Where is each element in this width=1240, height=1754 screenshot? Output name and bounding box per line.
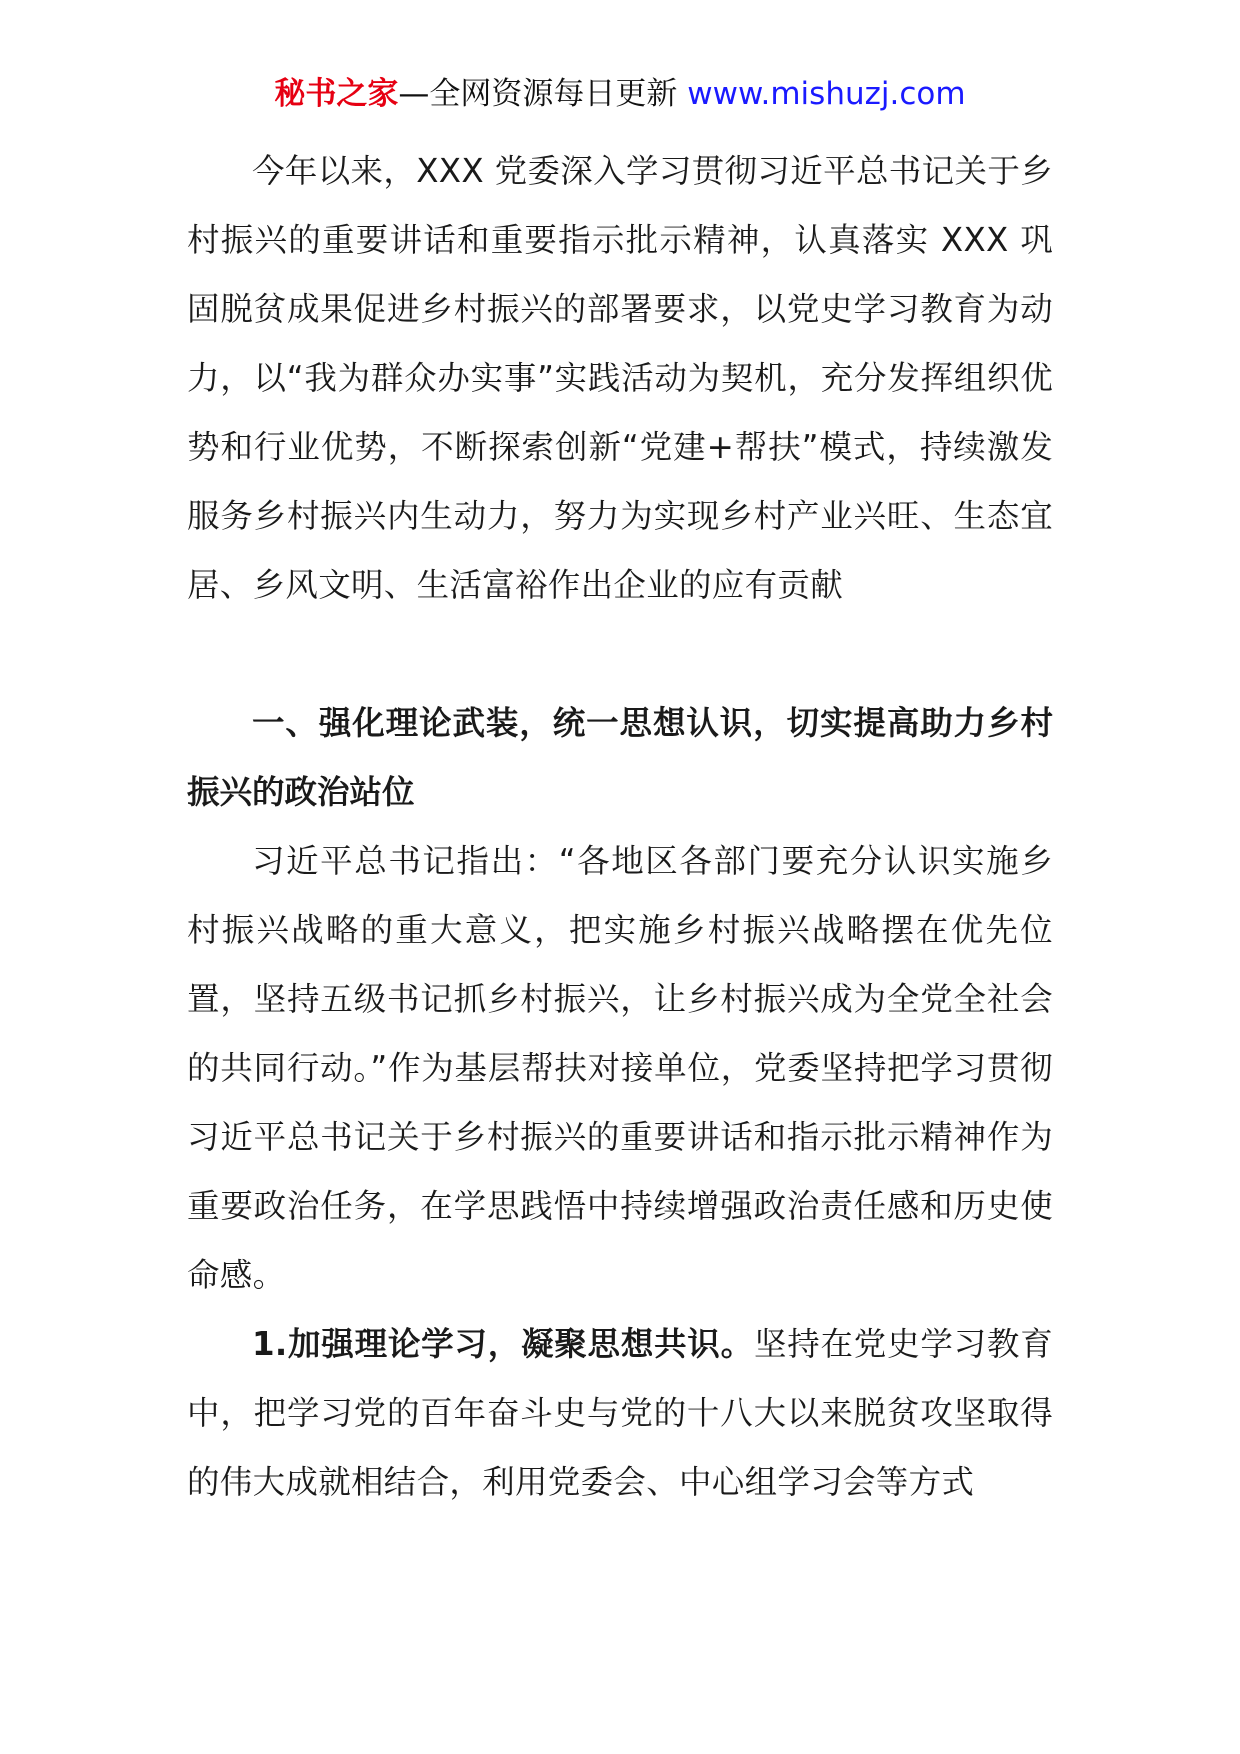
item-lead: 1.加强理论学习，凝聚思想共识。 [252,1325,754,1363]
brand-name: 秘书之家 [274,76,399,112]
site-link[interactable]: www.mishuzj.com [687,76,966,112]
intro-paragraph: 今年以来，XXX 党委深入学习贯彻习近平总书记关于乡村振兴的重要讲话和重要指示批示精神，认真落实 XXX 巩固脱贫成果促进乡村振兴的部署要求，以党史学习教育为动力，以“我为群众办实事”实践活动为契机，充分发挥组织优势和行业优势，不断探索创新“党建+帮扶”模式，持续激发服务乡村振兴内生动力，努力为实现乡村产业兴旺、生态宜居、乡风文明、生活富裕作出企业的应有贡献 [187,152,1053,604]
document-body [187,137,1053,1517]
item-text: 坚持在党史学习教育中，把学习党的百年奋斗史与党的十八大以来脱贫攻坚取得的伟大成就相结合，利用党委会、中心组学习会等方式 [187,1325,1054,1501]
document-header [0,72,1240,116]
paragraph-spacer [187,620,1053,689]
section-heading: 一、强化理论武装，统一思想认识，切实提高助力乡村振兴的政治站位 [187,704,1053,811]
section-paragraph: 习近平总书记指出：“各地区各部门要充分认识实施乡村振兴战略的重大意义，把实施乡村振兴战略摆在优先位置，坚持五级书记抓乡村振兴，让乡村振兴成为全党全社会的共同行动。”作为基层帮扶对接单位，党委坚持把学习贯彻习近平总书记关于乡村振兴的重要讲话和指示批示精神作为重要政治任务，在学思践悟中持续增强政治责任感和历史使命感。 [187,842,1053,1294]
item-paragraph [187,1310,1053,1517]
header-slogan: —全网资源每日更新 [398,76,678,112]
